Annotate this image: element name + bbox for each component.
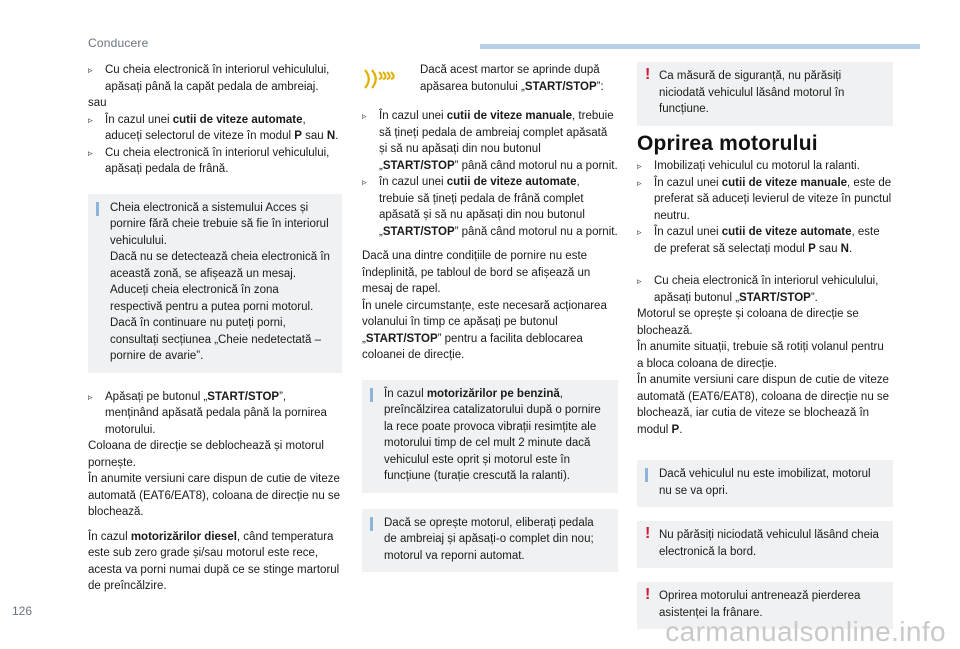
paragraph: În cazul motorizărilor diesel, când temperatura este sub zero grade și/sau motorul este rece, acesta va porni numai după ce se stinge martorul de preîncălzire. [88,530,340,592]
arrow-bullet-icon: ▹ [637,276,642,286]
warning-box: ! Ca măsură de siguranță, nu părăsiți niciodată vehiculul lăsând motorul în funcțiune. [637,62,893,126]
column-2 [362,62,618,572]
preheat-warning-lamp-icon [362,66,404,92]
list-item: ▹ Cu cheia electronică în interiorul vehiculului, apăsați pedala de frână. [88,146,330,175]
list-item: ▹ În cazul unei cutii de viteze automate, este de preferat să selectați modul P sau N. [637,226,880,255]
paragraph: În anumite versiuni care dispun de cutie de viteze automată (EAT6/EAT8), coloana de direcție nu se blochează, iar cutia de viteze se blochează în modul P. [637,374,890,436]
list-item: ▹ Cu cheia electronică în interiorul vehiculului, apăsați butonul „START/STOP”. [637,275,879,304]
paragraph: Motorul se oprește și coloana de direcție se blochează. [637,308,859,337]
arrow-bullet-icon: ▹ [637,177,642,188]
paragraph: În unele circumstanțe, este necesară acționarea volanului în timp ce apăsați pe butonul „START/STOP” pentru a facilita deblocarea coloanei de direcție. [362,299,607,361]
exclamation-icon: ! [645,525,651,542]
list-item: ▹ Cu cheia electronică în interiorul vehiculului, apăsați până la capăt pedala de ambreiaj. [88,64,330,93]
paragraph: În anumite versiuni care dispun de cutie de viteze automată (EAT6/EAT8), coloana de direcție nu se blochează. [88,473,341,518]
info-box: În cazul motorizărilor pe benzină, preîncălzirea catalizatorului după o pornire la rece poate provoca vibrații resimțite ale motorului timp de cel mult 2 minute dacă vehiculul este oprit și motorul este în funcțiune (turație crescută la ralanti). [362,380,618,493]
list-item: ▹ În cazul unei cutii de viteze automate, aduceți selectorul de viteze în modul P sau N. [88,113,339,142]
list-item: ▹ În cazul unei cutii de viteze manuale, trebuie să țineți pedala de ambreiaj complet apăsată și să nu apăsați din nou butonul „START/STOP” până când motorul nu a pornit. [362,110,618,172]
info-box: Cheia electronică a sistemului Acces și pornire fără cheie trebuie să fie în interiorul vehiculului. Dacă nu se detectează cheia electronică în această zonă, se afișează un mesaj. Aduceți cheia electronică în zona respectivă pentru a putea porni motorul. Dacă în continuare nu puteți porni, consultați secțiunea „Cheie nedetectată – pornire de avarie”. [88,194,342,373]
info-bar-icon [370,388,373,402]
arrow-bullet-icon: ▹ [362,177,367,187]
info-box: Dacă vehiculul nu este imobilizat, motorul nu se va opri. [637,460,893,507]
list-item: ▹ în cazul unei cutii de viteze automate, trebuie să țineți pedala de frână complet apăsată și să nu apăsați din nou butonul „START/STOP” până când motorul nu a pornit. [362,176,618,238]
exclamation-icon: ! [645,586,651,603]
paragraph: Coloana de direcție se deblochează și motorul pornește. [88,440,324,469]
arrow-bullet-icon: ▹ [637,227,642,237]
warning-box: ! Oprirea motorului antrenează pierderea asistenței la frânare. [637,582,893,629]
arrow-bullet-icon: ▹ [362,111,367,121]
info-bar-icon [96,202,99,216]
arrow-bullet-icon: ▹ [637,161,642,171]
watermark: carmanualsonline.info [665,616,946,647]
header-accent-bar [480,44,920,49]
arrow-bullet-icon: ▹ [88,391,93,402]
paragraph: Dacă una dintre condițiile de pornire nu este îndeplinită, pe tabloul de bord se afișează un mesaj de rapel. [362,250,591,295]
warning-box: ! Nu părăsiți niciodată vehiculul lăsând cheia electronică la bord. [637,521,893,568]
info-bar-icon [370,517,373,531]
column-1 [88,62,342,595]
column-3 [637,62,893,629]
info-box: Dacă se oprește motorul, eliberați pedala de ambreiaj și apăsați-o complet din nou; motorul va reporni automat. [362,509,618,573]
page-number: 126 [12,604,33,618]
paragraph: În anumite situații, trebuie să rotiți volanul pentru a bloca coloana de direcție. [637,341,884,370]
page-header-title: Conducere [88,36,149,50]
arrow-bullet-icon: ▹ [88,114,93,125]
paragraph: sau [88,97,107,109]
arrow-bullet-icon: ▹ [88,65,93,75]
arrow-bullet-icon: ▹ [88,147,93,158]
list-item: ▹ În cazul unei cutii de viteze manuale, este de preferat să aduceți levierul de viteze în punctul neutru. [637,176,892,222]
section-heading: Oprirea motorului [637,131,818,155]
info-bar-icon [645,468,648,482]
exclamation-icon: ! [645,66,651,83]
list-item: ▹ Apăsați pe butonul „START/STOP”, menținând apăsată pedala până la pornirea motorului. [88,390,327,436]
warning-lamp-note: Dacă acest martor se aprinde după apăsarea butonului „START/STOP”: [362,62,618,100]
list-item: ▹ Imobilizați vehiculul cu motorul la ralanti. [637,158,893,175]
